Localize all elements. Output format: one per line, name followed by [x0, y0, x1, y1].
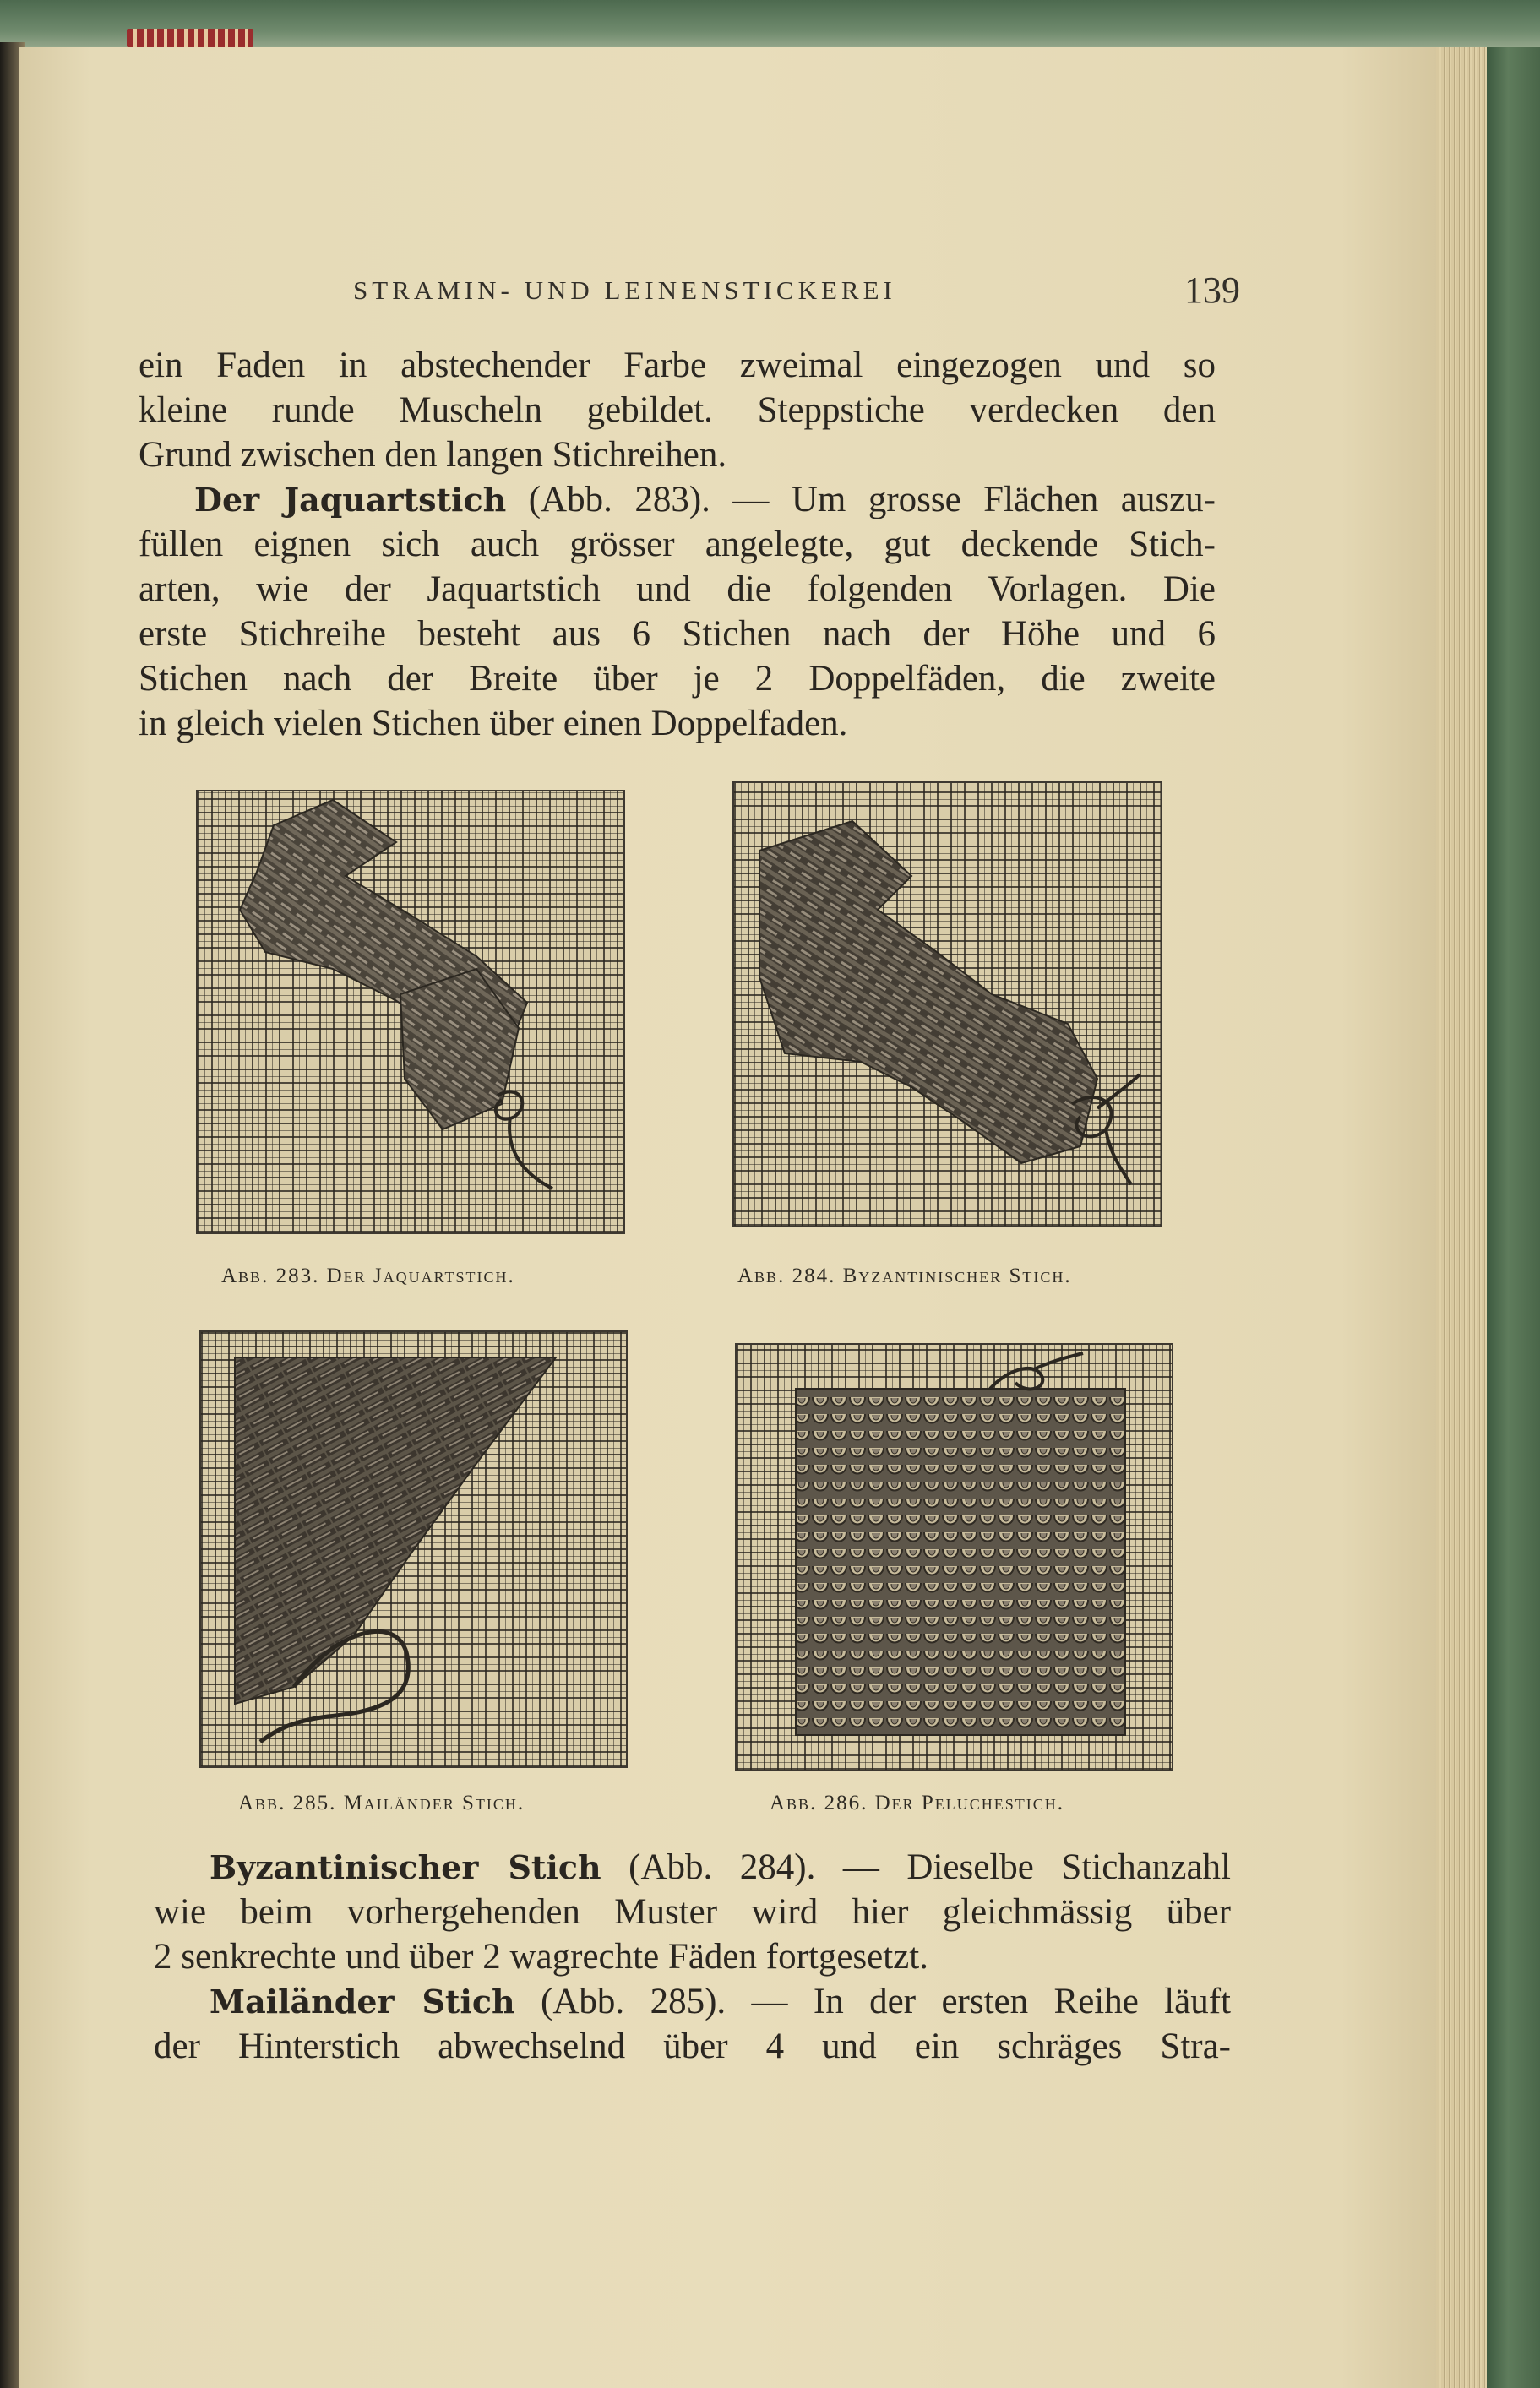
heading-mailaender-stich: Mailänder Stich	[210, 1983, 515, 2021]
text-line: kleine runde Muscheln gebildet. Steppstiche verdecken den	[139, 390, 1216, 430]
text-line: arten, wie der Jaquartstich und die folgenden Vorlagen. Die	[139, 569, 1216, 609]
text-line: Grund zwischen den langen Stichreihen.	[139, 435, 727, 475]
figure-285-mailaender-stich	[199, 1330, 628, 1768]
heading-byzantinischer-stich: Byzantinischer Stich	[210, 1848, 601, 1886]
text-line: Stichen nach der Breite über je 2 Doppelfäden, die zweite	[139, 659, 1216, 699]
bookmark-ribbon	[127, 29, 253, 47]
running-title: STRAMIN- UND LEINENSTICKEREI	[353, 275, 896, 305]
paragraph-byzantinischer-first-line	[154, 1845, 1231, 1890]
text-run: (Abb. 284). — Dieselbe Stichanzahl	[601, 1847, 1231, 1887]
book-back-cover	[1487, 47, 1540, 2388]
text-line: füllen eignen sich auch grösser angelegte, gut deckende Stich-	[139, 525, 1216, 564]
paragraph-mailaender-first-line	[154, 1979, 1231, 2024]
paragraph-jaquartstich-first-line	[139, 477, 1216, 522]
caption-286: Abb. 286. Der Peluchestich.	[770, 1792, 1065, 1814]
text-line: wie beim vorhergehenden Muster wird hier gleichmässig über	[154, 1892, 1231, 1932]
text-run: (Abb. 283). — Um grosse Flächen auszu-	[506, 480, 1216, 519]
figure-286-peluchestich	[735, 1343, 1173, 1771]
figure-283-jaquartstich	[196, 790, 625, 1234]
text-line: erste Stichreihe besteht aus 6 Stichen nach der Höhe und 6	[139, 614, 1216, 654]
text-run: (Abb. 285). — In der ersten Reihe läuft	[514, 1982, 1232, 2021]
text-block-bottom	[154, 1845, 1231, 2069]
running-head	[353, 269, 1240, 311]
figure-284-byzantinischer-stich	[732, 781, 1162, 1227]
text-line: in gleich vielen Stichen über einen Doppelfaden.	[139, 704, 848, 743]
text-line: 2 senkrechte und über 2 wagrechte Fäden fortgesetzt.	[154, 1937, 928, 1977]
book-cover-top	[0, 0, 1540, 52]
caption-283: Abb. 283. Der Jaquartstich.	[221, 1265, 515, 1287]
heading-jaquartstich: Der Jaquartstich	[194, 481, 507, 519]
page-edges	[1436, 47, 1487, 2388]
caption-285: Abb. 285. Mailänder Stich.	[238, 1792, 525, 1814]
text-line: der Hinterstich abwechselnd über 4 und ein schräges Stra-	[154, 2026, 1231, 2066]
caption-284: Abb. 284. Byzantinischer Stich.	[737, 1265, 1072, 1287]
text-block-top	[139, 343, 1216, 746]
page-number: 139	[1184, 269, 1240, 311]
text-line: ein Faden in abstechender Farbe zweimal eingezogen und so	[139, 345, 1216, 385]
